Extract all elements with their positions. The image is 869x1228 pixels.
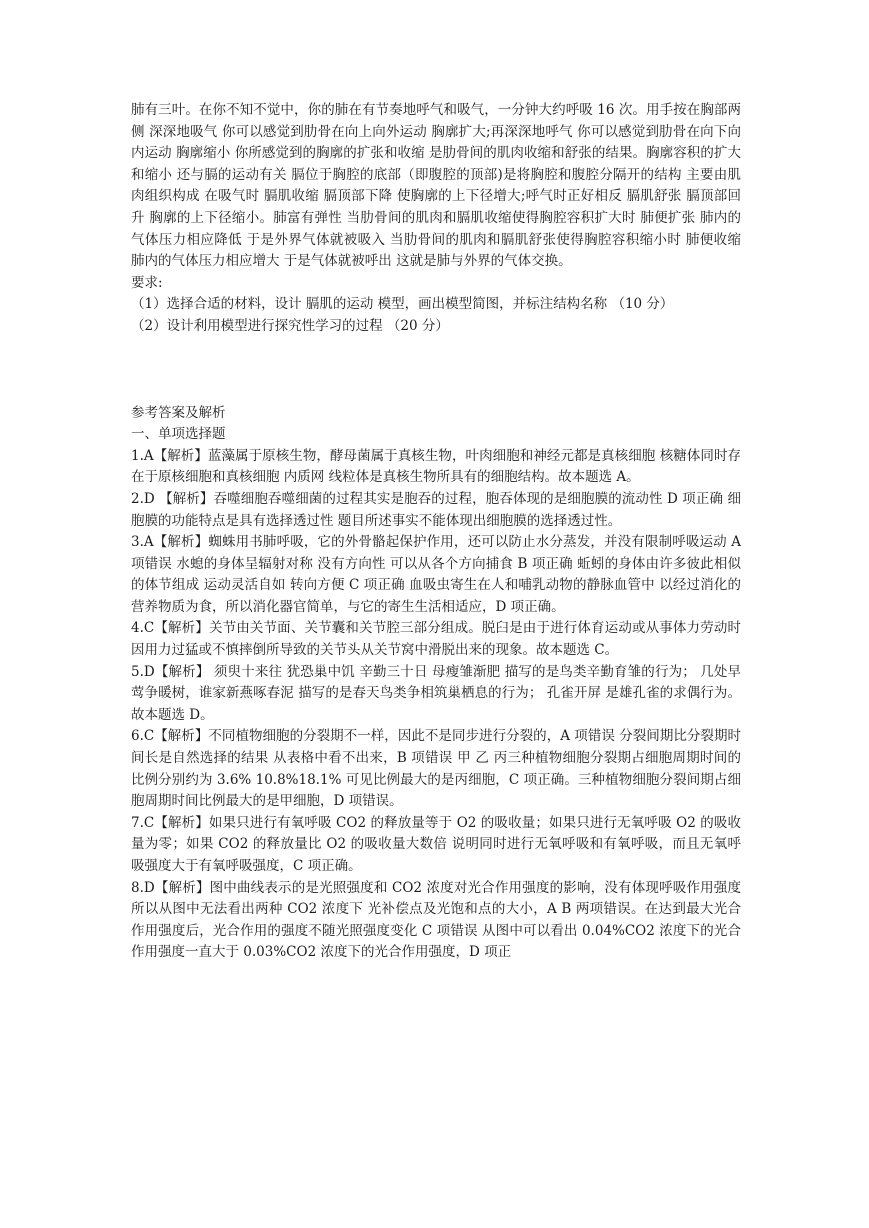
answer-item: 3.A【解析】蜘蛛用书肺呼吸，它的外骨骼起保护作用，还可以防止水分蒸发，并没有限制呼吸运动 A 项错误 水螅的身体呈辐射对称 没有方向性 可以从各个方向捕食 B 项正确 蚯蚓的身体由许多彼此相似的体节组成 运动灵活自如 转向方便 C 项正确 血吸虫寄生在人和哺乳动物的静脉血管中 以经过消化的营养物质为食，所以消化器官简单，与它的寄生生活相适应，D 项正确。 <box>131 534 741 615</box>
answer-item: 7.C【解析】如果只进行有氧呼吸 CO2 的释放量等于 O2 的吸收量；如果只进行无氧呼吸 O2 的吸收量为零；如果 CO2 的释放量比 O2 的吸收量大数倍 说明同时进行无氧呼吸和有氧呼吸，而且无氧呼吸强度大于有氧呼吸强度，C 项正确。 <box>131 814 741 874</box>
answer-item: 4.C【解析】关节由关节面、关节囊和关节腔三部分组成。脱臼是由于进行体育运动或从事体力劳动时 因用力过猛或不慎摔倒所导致的关节头从关节窝中滑脱出来的现象。故本题选 C。 <box>131 620 741 659</box>
document-page <box>131 100 741 964</box>
requirements-label: 要求: <box>131 274 163 291</box>
answer-item: 2.D 【解析】吞噬细胞吞噬细菌的过程其实是胞吞的过程，胞吞体现的是细胞膜的流动性 D 项正确 细胞膜的功能特点是具有选择透过性 题目所述事实不能体现出细胞膜的选择透过性。 <box>131 490 741 529</box>
answer-item: 5.D【解析】 须臾十来往 犹恐巢中饥 辛勤三十日 母瘦雏渐肥 描写的是鸟类辛勤育雏的行为； 几处早莺争暖树，谁家新燕啄春泥 描写的是春天鸟类争相筑巢栖息的行为； 孔雀开屏 是雄孔雀的求偶行为。故本题选 D。 <box>131 663 741 723</box>
requirement-1: （1）选择合适的材料，设计 膈肌的运动 模型，画出模型简图，并标注结构名称 （10 分） <box>131 296 674 313</box>
answer-item: 8.D【解析】图中曲线表示的是光照强度和 CO2 浓度对光合作用强度的影响，没有体现呼吸作用强度 所以从图中无法看出两种 CO2 浓度下 光补偿点及光饱和点的大小，A B 两项错误。在达到最大光合作用强度后，光合作用的强度不随光照强度变化 C 项错误 从图中可以看出 0.04%CO2 浓度下的光合作用强度一直大于 0.03%CO2 浓度下的光合作用强度，D 项正 <box>131 879 741 961</box>
requirement-2: （2）设计利用模型进行探究性学习的过程 （20 分） <box>131 317 449 334</box>
answers-heading: 参考答案及解析 <box>131 404 226 421</box>
intro-paragraph: 肺有三叶。在你不知不觉中，你的肺在有节奏地呼气和吸气，一分钟大约呼吸 16 次。用手按在胸部两侧 深深地吸气 你可以感觉到肋骨在向上向外运动 胸廓扩大;再深深地呼气 你可以感觉到肋骨在向下向内运动 胸廓缩小 你所感觉到的胸廓的扩张和收缩 是肋骨间的肌肉收缩和舒张的结果。胸廓容积的扩大和缩小 还与膈的运动有关 膈位于胸腔的底部（即腹腔的顶部)是将胸腔和腹腔分隔开的结构 主要由肌肉组织构成 在吸气时 膈肌收缩 膈顶部下降 使胸廓的上下径增大;呼气时正好相反 膈肌舒张 膈顶部回升 胸廓的上下径缩小。肺富有弹性 当肋骨间的肌肉和膈肌收缩使得胸腔容积扩大时 肺便扩张 肺内的气体压力相应降低 于是外界气体就被吸入 当肋骨间的肌肉和膈肌舒张使得胸腔容积缩小时 肺便收缩 肺内的气体压力相应增大 于是气体就被呼出 这就是肺与外界的气体交换。 <box>131 102 741 270</box>
section-title: 一、单项选择题 <box>131 426 226 443</box>
answer-item: 6.C【解析】不同植物细胞的分裂期不一样，因此不是同步进行分裂的，A 项错误 分裂间期比分裂期时间长是自然选择的结果 从表格中看不出来，B 项错误 甲 乙 丙三种植物细胞分裂期占细胞周期时间的比例分别约为 3.6% 10.8%18.1% 可见比例最大的是丙细胞，C 项正确。三种植物细胞分裂间期占细胞周期时间比例最大的是甲细胞，D 项错误。 <box>131 728 741 810</box>
answer-item: 1.A【解析】蓝藻属于原核生物，酵母菌属于真核生物，叶肉细胞和神经元都是真核细胞 核糖体同时存在于原核细胞和真核细胞 内质网 线粒体是真核生物所具有的细胞结构。故本题选 A。 <box>131 447 741 486</box>
section-spacer <box>131 338 741 403</box>
